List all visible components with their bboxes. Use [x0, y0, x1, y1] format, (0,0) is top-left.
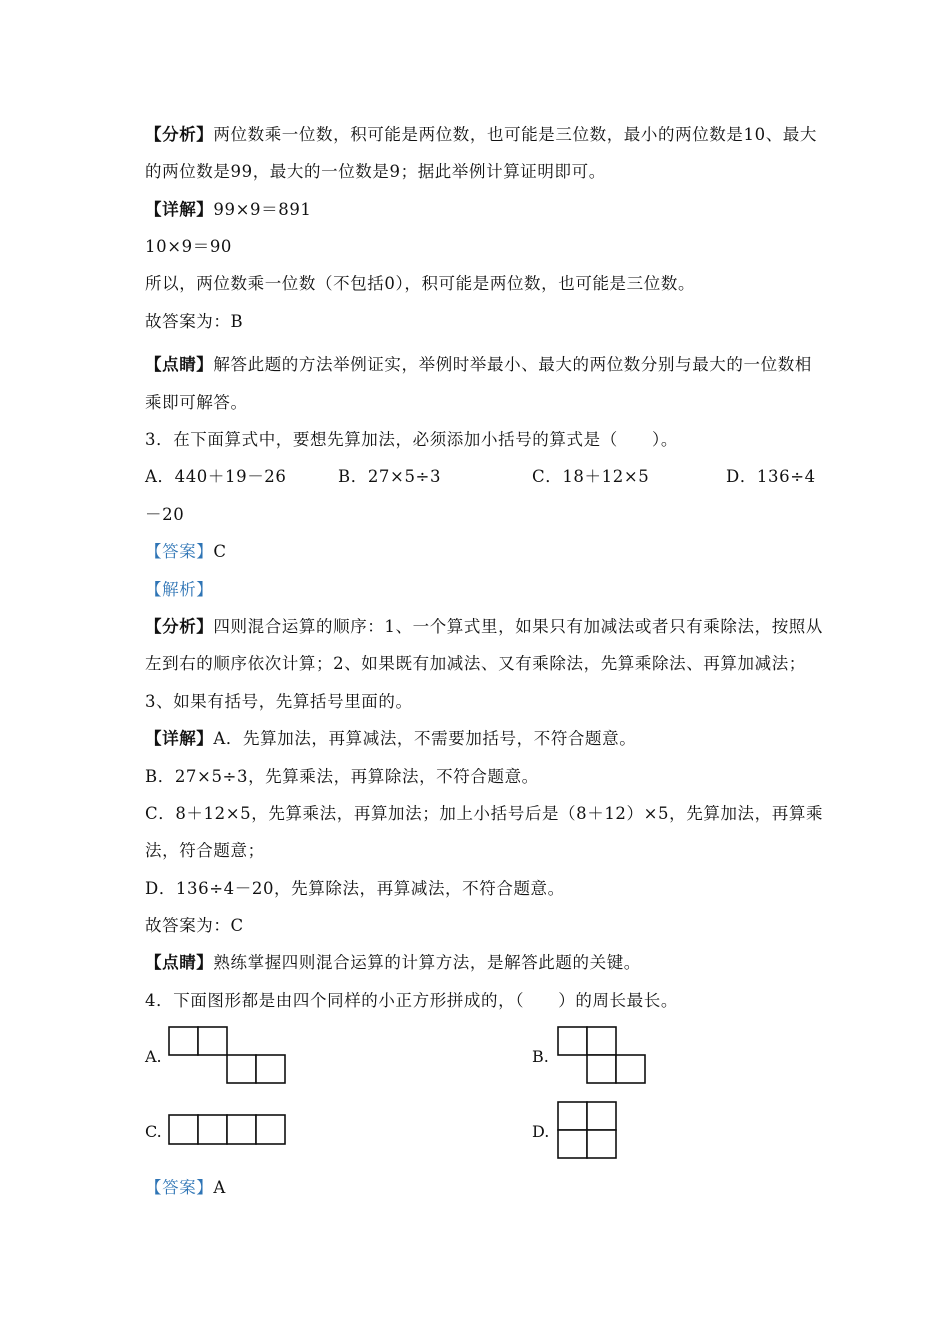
q3-analysis-line-2: 左到右的顺序依次计算；2、如果既有加减法、又有乘除法，先算乘除法、再算加减法； [145, 654, 806, 673]
answer-line [145, 541, 227, 563]
detail-tag: 【详解】 [145, 729, 214, 748]
shape-a-square [256, 1055, 285, 1083]
detail-text: 99×9＝891 [213, 200, 312, 219]
shape-d-label: D. [532, 1122, 550, 1141]
shape-d-square [558, 1130, 587, 1158]
shape-b-square [616, 1055, 645, 1083]
shape-b-square [587, 1027, 616, 1055]
q3-analysis-line-1 [145, 616, 823, 638]
shape-b-square [587, 1055, 616, 1083]
shape-a-square [169, 1027, 198, 1055]
q3-detail-line-1 [145, 728, 636, 750]
answer-tag: 【答案】 [145, 1178, 214, 1197]
comment-line-2: 乘即可解答。 [145, 393, 248, 412]
q3-detail-line-4: 法，符合题意； [145, 841, 265, 860]
analysis-tag: 【分析】 [145, 125, 214, 144]
detail-text: A．先算加法，再算减法，不需要加括号，不符合题意。 [213, 729, 637, 748]
detail-tag: 【详解】 [145, 200, 214, 219]
comment-text: 熟练掌握四则混合运算的计算方法，是解答此题的关键。 [213, 953, 641, 972]
option-d-continued: －20 [145, 505, 185, 524]
q3-detail-line-5: D．136÷4－20，先算除法，再算减法，不符合题意。 [145, 879, 565, 898]
shape-b-square [558, 1027, 587, 1055]
option-a: A．440＋19－26 [145, 467, 287, 486]
answer-value: A [213, 1178, 226, 1197]
answer-value: C [213, 542, 227, 561]
solution-tag: 【解析】 [145, 580, 214, 599]
option-b: B．27×5÷3 [338, 467, 442, 486]
shape-d-figure [557, 1101, 619, 1161]
analysis-tag: 【分析】 [145, 617, 214, 636]
shape-c-figure [168, 1114, 286, 1146]
comment-tag: 【点睛】 [145, 355, 214, 374]
shape-c-square [198, 1115, 227, 1144]
analysis-text: 四则混合运算的顺序：1、一个算式里，如果只有加减法或者只有乘除法，按照从 [213, 617, 824, 636]
analysis-text: 两位数乘一位数，积可能是两位数，也可能是三位数，最小的两位数是10、最大 [213, 125, 818, 144]
question-4-stem: 4．下面图形都是由四个同样的小正方形拼成的，（ ）的周长最长。 [145, 991, 678, 1010]
q3-detail-line-2: B．27×5÷3，先算乘法，再算除法，不符合题意。 [145, 767, 539, 786]
analysis-line-2: 的两位数是99，最大的一位数是9；据此举例计算证明即可。 [145, 162, 606, 181]
question-3-stem: 3．在下面算式中，要想先算加法，必须添加小括号的算式是（ ）。 [145, 430, 678, 449]
shape-c-square [256, 1115, 285, 1144]
shape-b-figure [557, 1026, 647, 1086]
shape-d-square [587, 1130, 616, 1158]
shape-d-square [587, 1102, 616, 1130]
shape-c-square [169, 1115, 198, 1144]
answer-tag: 【答案】 [145, 542, 214, 561]
detail-line-1 [145, 199, 312, 221]
option-d: D．136÷4 [726, 467, 816, 486]
q3-analysis-line-3: 3、如果有括号，先算括号里面的。 [145, 692, 413, 711]
shape-a-square [198, 1027, 227, 1055]
q3-detail-line-3: C．8＋12×5，先算乘法，再算加法；加上小括号后是（8＋12）×5，先算加法，再算乘 [145, 804, 824, 823]
q4-answer-line [145, 1177, 226, 1199]
shape-b-label: B. [532, 1047, 549, 1066]
q3-comment-line [145, 952, 641, 974]
shape-a-figure [168, 1026, 286, 1086]
shape-a-label: A. [145, 1047, 162, 1066]
option-c: C．18＋12×5 [532, 467, 650, 486]
conclusion-line: 故答案为：B [145, 312, 244, 331]
analysis-line-1 [145, 124, 817, 146]
comment-line-1 [145, 354, 812, 376]
shape-c-label: C. [145, 1122, 162, 1141]
shape-a-square [227, 1055, 256, 1083]
comment-text: 解答此题的方法举例证实，举例时举最小、最大的两位数分别与最大的一位数相 [213, 355, 812, 374]
comment-tag: 【点睛】 [145, 953, 214, 972]
shape-d-square [558, 1102, 587, 1130]
detail-line-3: 所以，两位数乘一位数（不包括0），积可能是两位数，也可能是三位数。 [145, 274, 696, 293]
detail-line-2: 10×9＝90 [145, 237, 233, 256]
q3-conclusion-line: 故答案为：C [145, 916, 244, 935]
shape-c-square [227, 1115, 256, 1144]
